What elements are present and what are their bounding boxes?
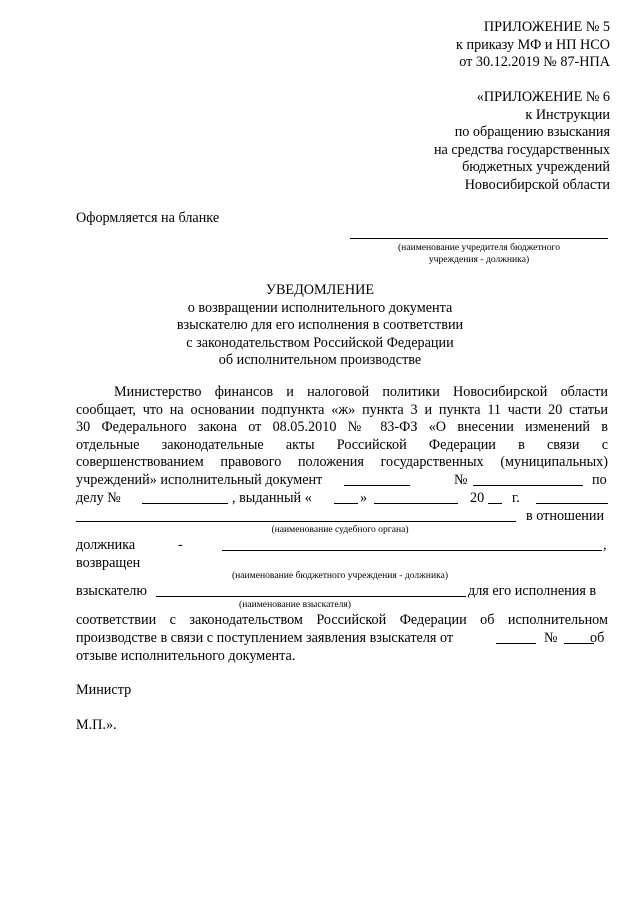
paragraph-line: 30 Федерального закона от 08.05.2010 № 83-ФЗ «О внесении изменений в: [76, 419, 608, 436]
court-name-blank: [76, 508, 516, 522]
appendix-6-line: по обращению взыскания: [454, 124, 610, 141]
minister-label: Министр: [76, 682, 132, 698]
institution-caption: (наименование бюджетного учреждения - должника): [231, 570, 449, 581]
seal-label: М.П.».: [76, 717, 117, 733]
appendix-6-line: бюджетных учреждений: [462, 159, 610, 176]
po-word: по: [592, 472, 607, 488]
paragraph-line: отдельные законодательные акты Российской Федерации в связи с: [76, 436, 608, 453]
ob-word: об: [590, 630, 605, 646]
title-subtitle-line: с законодательством Российской Федерации: [186, 334, 454, 351]
title-subtitle-line: о возвращении исполнительного документа: [187, 299, 453, 316]
debtor-label: должника: [76, 537, 136, 553]
paragraph-2-final: отзыве исполнительного документа.: [76, 648, 296, 664]
paragraph-line: Министерство финансов и налоговой политики Новосибирской области: [114, 384, 608, 400]
appendix-5-header: [310, 19, 610, 72]
court-caption: (наименование судебного органа): [271, 524, 409, 535]
paragraph-2-line: соответствии с законодательством Российской Федерации об исполнительном: [76, 612, 608, 628]
issued-label: , выданный «: [232, 490, 312, 506]
appendix-5-line: к приказу МФ и НП НСО: [456, 36, 610, 53]
claimant-caption: (наименование взыскателя): [239, 599, 351, 610]
claimant-tail: для его исполнения в: [468, 583, 597, 599]
title-main: УВЕДОМЛЕНИЕ: [265, 282, 375, 298]
claimant-name-blank: [156, 583, 466, 597]
case-number-blank: [142, 490, 228, 504]
number-sign: №: [454, 472, 468, 488]
case-label: делу №: [76, 490, 121, 506]
appendix-5-line: ПРИЛОЖЕНИЕ № 5: [483, 19, 610, 35]
issue-day-blank: [334, 490, 358, 504]
document-number-row: [76, 472, 608, 490]
claimant-label: взыскателю: [76, 583, 147, 599]
trailing-blank: [536, 490, 608, 504]
founder-name-line: [350, 238, 608, 239]
doc-label: учреждений» исполнительный документ: [76, 472, 323, 488]
regarding-label: в отношении: [526, 508, 605, 524]
application-number-sign: №: [544, 630, 558, 646]
paragraph-line: сообщает, что на основании подпункта «ж» пункта 3 и пункта 11 части 20 статьи: [76, 401, 608, 418]
notice-paragraph-1: [76, 384, 608, 472]
appendix-6-line: Новосибирской области: [464, 176, 610, 193]
founder-caption-line: учреждения - должника): [428, 254, 530, 265]
returned-label: возвращен: [76, 555, 141, 571]
year-prefix: 20: [470, 490, 485, 506]
debtor-row: [76, 537, 608, 555]
appendix-6-line: к Инструкции: [525, 106, 610, 123]
year-suffix: г.: [512, 490, 520, 506]
appendix-6-header: [310, 89, 610, 195]
doc-number-blank: [473, 472, 583, 486]
appendix-6-line: на средства государственных: [433, 141, 610, 158]
debtor-comma: ,: [603, 537, 607, 553]
case-row: [76, 490, 608, 508]
doc-type-blank: [344, 472, 410, 486]
title-subtitle-line: взыскателю для его исполнения в соответствии: [176, 317, 464, 334]
issue-year-blank: [488, 490, 502, 504]
founder-caption-line: (наименование учредителя бюджетного: [397, 242, 560, 253]
withdrawal-text: производстве в связи с поступлением заявления взыскателя от: [76, 630, 454, 646]
founder-caption: [340, 242, 618, 266]
withdrawal-row: [76, 630, 608, 648]
application-date-blank: [496, 630, 536, 644]
appendix-5-line: от 30.12.2019 № 87-НПА: [459, 54, 610, 71]
document-title: [60, 282, 580, 370]
quote-close: »: [360, 490, 368, 506]
appendix-6-line: «ПРИЛОЖЕНИЕ № 6: [476, 89, 610, 105]
debtor-dash: -: [178, 537, 183, 553]
blank-note: Оформляется на бланке: [76, 210, 220, 226]
issue-month-blank: [374, 490, 458, 504]
title-subtitle-line: об исполнительном производстве: [218, 352, 422, 369]
debtor-name-blank: [222, 537, 602, 551]
paragraph-line: совершенствованием правового положения государственных (муниципальных): [76, 454, 608, 471]
